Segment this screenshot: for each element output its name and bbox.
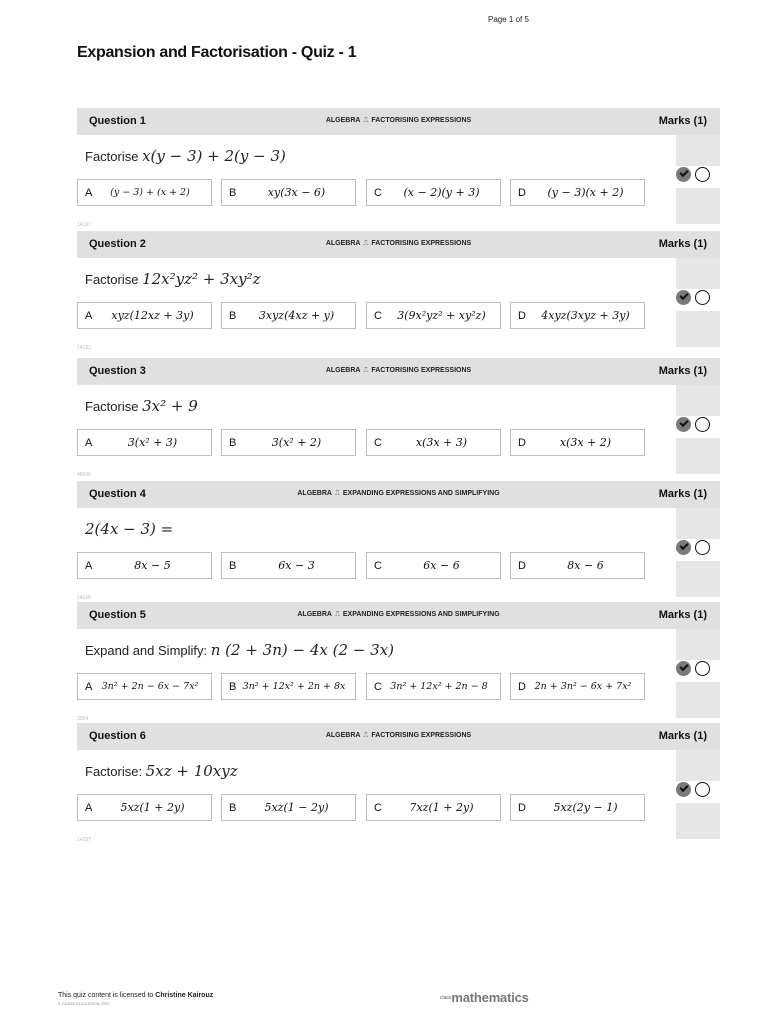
answer-option-d[interactable] <box>510 794 645 821</box>
answer-option-a[interactable] <box>77 794 212 821</box>
logo-main-text: mathematics <box>451 990 529 1005</box>
option-value: 6x − 6 <box>423 559 460 572</box>
option-value: (y − 3)(x + 2) <box>547 186 624 199</box>
license-notice <box>58 992 213 999</box>
empty-circle-icon[interactable] <box>695 290 710 305</box>
option-letter: B <box>229 187 237 199</box>
mark-status <box>676 167 720 183</box>
option-letter: C <box>374 681 382 693</box>
check-icon[interactable] <box>676 782 691 797</box>
answer-option-d[interactable] <box>510 552 645 579</box>
question-block <box>77 231 720 351</box>
empty-circle-icon[interactable] <box>695 417 710 432</box>
question-text <box>85 397 198 415</box>
mark-status <box>676 661 720 677</box>
option-letter: D <box>518 187 526 199</box>
question-expression: 2(4x − 3) = <box>85 520 174 538</box>
question-header <box>77 723 720 750</box>
page-title: Expansion and Factorisation - Quiz - 1 <box>77 44 357 61</box>
answer-option-b[interactable] <box>221 302 356 329</box>
answer-option-b[interactable] <box>221 673 356 700</box>
logo-small-text: class <box>440 994 452 1001</box>
question-prompt: Factorise <box>85 272 143 287</box>
step-icon: ⎍ <box>363 367 369 374</box>
option-value: 5xz(1 − 2y) <box>264 801 329 814</box>
empty-circle-icon[interactable] <box>695 661 710 676</box>
question-prompt: Factorise <box>85 399 143 414</box>
question-header <box>77 231 720 258</box>
option-value: 3n² + 12x² + 2n + 8x <box>242 681 346 692</box>
option-value: 4xyz(3xyz + 3y) <box>541 309 630 322</box>
marks-box-bottom <box>676 682 720 718</box>
question-prompt: Factorise: <box>85 764 146 779</box>
option-letter: B <box>229 681 237 693</box>
option-value: 8x − 6 <box>567 559 604 572</box>
question-topic <box>77 117 720 125</box>
option-value: 3(x² + 3) <box>127 436 178 449</box>
option-value: 5xz(1 + 2y) <box>120 801 185 814</box>
subtopic-label: FACTORISING EXPRESSIONS <box>371 367 472 374</box>
marks-box-bottom <box>676 311 720 347</box>
option-letter: D <box>518 802 526 814</box>
step-icon: ⎍ <box>363 240 369 247</box>
option-value: 3n² + 2n − 6x − 7x² <box>101 681 199 692</box>
question-text <box>85 270 261 288</box>
option-letter: B <box>229 437 237 449</box>
option-letter: C <box>374 560 382 572</box>
answer-option-b[interactable] <box>221 429 356 456</box>
answer-option-c[interactable] <box>366 302 501 329</box>
option-letter: B <box>229 560 237 572</box>
option-value: 7xz(1 + 2y) <box>409 801 474 814</box>
question-label: Question 1 <box>89 115 146 127</box>
question-topic <box>77 732 720 740</box>
brand-logo <box>440 989 529 1007</box>
question-block <box>77 602 720 722</box>
topic-label: ALGEBRA <box>325 240 361 247</box>
answer-option-a[interactable] <box>77 179 212 206</box>
subtopic-label: FACTORISING EXPRESSIONS <box>371 117 472 124</box>
answer-option-d[interactable] <box>510 302 645 329</box>
licensee-name: Christine Kairouz <box>155 992 214 999</box>
check-icon[interactable] <box>676 167 691 182</box>
marks-box-bottom <box>676 561 720 597</box>
empty-circle-icon[interactable] <box>695 167 710 182</box>
mark-status <box>676 417 720 433</box>
topic-label: ALGEBRA <box>297 490 332 497</box>
question-text <box>85 762 238 780</box>
question-block <box>77 481 720 601</box>
question-header <box>77 108 720 135</box>
subtopic-label: FACTORISING EXPRESSIONS <box>371 240 472 247</box>
answer-option-c[interactable] <box>366 429 501 456</box>
mark-status <box>676 290 720 306</box>
mark-status <box>676 782 720 798</box>
option-value: 2n + 3n² − 6x + 7x² <box>534 681 632 692</box>
question-code: 3004 <box>77 716 89 722</box>
question-label: Question 4 <box>89 488 146 500</box>
option-value: 8x − 5 <box>134 559 171 572</box>
subtopic-label: EXPANDING EXPRESSIONS AND SIMPLIFYING <box>342 611 500 618</box>
marks-label: Marks (1) <box>658 488 707 500</box>
option-letter: C <box>374 802 382 814</box>
question-topic <box>77 367 720 375</box>
question-label: Question 2 <box>89 238 146 250</box>
option-letter: C <box>374 310 382 322</box>
option-value: x(3x + 2) <box>559 436 612 449</box>
answer-option-b[interactable] <box>221 179 356 206</box>
option-letter: A <box>85 310 93 322</box>
option-value: 3n² + 12x² + 2n − 8 <box>390 681 488 692</box>
marks-box-top <box>676 508 720 539</box>
question-label: Question 3 <box>89 365 146 377</box>
answer-option-d[interactable] <box>510 673 645 700</box>
question-code: 14197 <box>77 222 91 228</box>
check-icon[interactable] <box>676 661 691 676</box>
question-block <box>77 358 720 478</box>
answer-option-b[interactable] <box>221 794 356 821</box>
answer-option-a[interactable] <box>77 429 212 456</box>
option-letter: B <box>229 310 237 322</box>
answer-option-c[interactable] <box>366 794 501 821</box>
answer-option-a[interactable] <box>77 302 212 329</box>
page-indicator: Page 1 of 5 <box>488 15 529 24</box>
question-label: Question 5 <box>89 609 146 621</box>
option-value: 3(x² + 2) <box>271 436 322 449</box>
marks-label: Marks (1) <box>658 238 707 250</box>
question-expression: 5xz + 10xyz <box>145 762 238 780</box>
option-letter: D <box>518 437 526 449</box>
marks-box-top <box>676 135 720 166</box>
question-block <box>77 108 720 228</box>
question-header <box>77 358 720 385</box>
question-topic <box>77 240 720 248</box>
question-code: 46060 <box>77 472 91 478</box>
option-letter: D <box>518 560 526 572</box>
step-icon: ⎍ <box>363 117 369 124</box>
check-icon[interactable] <box>676 540 691 555</box>
option-value: 3xyz(4xz + y) <box>258 309 335 322</box>
option-value: 3(9x²yz² + xy²z) <box>397 309 486 322</box>
option-letter: C <box>374 187 382 199</box>
marks-label: Marks (1) <box>658 115 707 127</box>
empty-circle-icon[interactable] <box>695 782 710 797</box>
answer-option-d[interactable] <box>510 429 645 456</box>
question-code: 14192 <box>77 345 91 351</box>
option-value: 6x − 3 <box>278 559 315 572</box>
marks-box-bottom <box>676 438 720 474</box>
option-letter: A <box>85 681 93 693</box>
topic-label: ALGEBRA <box>325 117 361 124</box>
question-block <box>77 723 720 843</box>
option-letter: A <box>85 187 93 199</box>
option-value: (x − 2)(y + 3) <box>403 186 480 199</box>
option-value: (y − 3) + (x + 2) <box>110 187 190 198</box>
answer-option-c[interactable] <box>366 552 501 579</box>
answer-option-a[interactable] <box>77 673 212 700</box>
question-code: 14297 <box>77 837 91 843</box>
question-expression: n (2 + 3n) − 4x (2 − 3x) <box>210 641 394 659</box>
option-value: 5xz(2y − 1) <box>553 801 618 814</box>
question-expression: x(y − 3) + 2(y − 3) <box>142 147 286 165</box>
topic-label: ALGEBRA <box>325 367 361 374</box>
marks-box-top <box>676 629 720 660</box>
step-icon: ⎍ <box>334 611 340 618</box>
question-code: 14168 <box>77 595 91 601</box>
subtopic-label: FACTORISING EXPRESSIONS <box>371 732 472 739</box>
marks-box-top <box>676 258 720 289</box>
option-value: xy(3x − 6) <box>267 186 326 199</box>
answer-option-c[interactable] <box>366 673 501 700</box>
option-value: x(3x + 3) <box>415 436 468 449</box>
license-prefix: This quiz content is licensed to <box>58 992 156 999</box>
question-expression: 3x² + 9 <box>142 397 198 415</box>
subtopic-label: EXPANDING EXPRESSIONS AND SIMPLIFYING <box>342 490 500 497</box>
topic-label: ALGEBRA <box>297 611 332 618</box>
question-text <box>85 147 286 165</box>
marks-box-top <box>676 385 720 416</box>
option-value: xyz(12xz + 3y) <box>111 309 194 322</box>
empty-circle-icon[interactable] <box>695 540 710 555</box>
marks-label: Marks (1) <box>658 730 707 742</box>
question-expression: 12x²yz² + 3xy²z <box>142 270 261 288</box>
answer-option-b[interactable] <box>221 552 356 579</box>
copyright-text: © CLASS EDUCATION 2020 <box>58 1001 110 1006</box>
marks-label: Marks (1) <box>658 365 707 377</box>
option-letter: D <box>518 681 526 693</box>
question-header <box>77 602 720 629</box>
question-text <box>85 641 394 659</box>
option-letter: A <box>85 560 93 572</box>
marks-box-bottom <box>676 188 720 224</box>
marks-box-top <box>676 750 720 781</box>
question-topic <box>77 490 720 498</box>
marks-label: Marks (1) <box>658 609 707 621</box>
question-prompt: Expand and Simplify: <box>85 643 211 658</box>
check-icon[interactable] <box>676 290 691 305</box>
question-prompt: Factorise <box>85 149 143 164</box>
check-icon[interactable] <box>676 417 691 432</box>
question-topic <box>77 611 720 619</box>
step-icon: ⎍ <box>363 732 369 739</box>
option-letter: C <box>374 437 382 449</box>
topic-label: ALGEBRA <box>325 732 361 739</box>
answer-option-c[interactable] <box>366 179 501 206</box>
answer-option-d[interactable] <box>510 179 645 206</box>
mark-status <box>676 540 720 556</box>
step-icon: ⎍ <box>334 490 340 497</box>
answer-option-a[interactable] <box>77 552 212 579</box>
option-letter: B <box>229 802 237 814</box>
option-letter: D <box>518 310 526 322</box>
question-text <box>85 520 173 538</box>
marks-box-bottom <box>676 803 720 839</box>
question-label: Question 6 <box>89 730 146 742</box>
option-letter: A <box>85 437 93 449</box>
option-letter: A <box>85 802 93 814</box>
question-header <box>77 481 720 508</box>
